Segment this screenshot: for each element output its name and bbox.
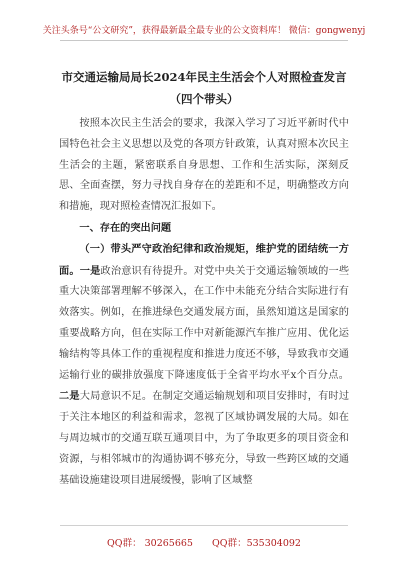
intro-paragraph: 按照本次民主生活会的要求，我深入学习了习近平新时代中国特色社会主义思想以及党的各项方针政策，认真对照本次民主生活会的主题，紧密联系自身思想、工作和生活实际，深刻反思、全面查摆，努力寻找自身存在的差距和不足，明确整改方向和措施，现对照检查情况汇报如下。 bbox=[59, 118, 349, 213]
header-note: 关注头条号“公文研究”，获得最新最全最专业的公文资料库！ 微信：gongwenyj bbox=[42, 26, 366, 36]
point-one-text: 政治意识有待提升。对党中央关于交通运输领域的一些重大决策部署理解不够深入，在工作中未能充分结合实际进行有效落实。例如，在推进绿色交通发展方面，虽然知道这是国家的重要战略方向，但在实际工作中对新能源汽车推广应用、优化运输结构等具体工作的重视程度和推进力度还不够，导致我市交通运输行业的碳排放强度下降速度低于全省平均水平x个百分点。 bbox=[59, 265, 350, 381]
document-title: 市交通运输局局长2024年民主生活会个人对照检查发言（四个带头） bbox=[61, 70, 347, 106]
sub-section-paragraph bbox=[59, 239, 349, 492]
footer-divider bbox=[60, 525, 348, 526]
footer bbox=[0, 535, 408, 549]
header-divider bbox=[60, 40, 348, 41]
footer-qq-group-1: QQ群： 30265665 bbox=[107, 538, 193, 549]
footer-qq-group-2: QQ群：535304092 bbox=[212, 538, 301, 549]
section-heading: 一、存在的突出问题 bbox=[79, 221, 172, 234]
document-body bbox=[59, 114, 349, 491]
point-two-lead: 二是 bbox=[59, 390, 80, 403]
point-two-text: 大局意识不足。在制定交通运输规划和项目安排时，有时过于关注本地区的利益和需求，忽视了区域协调发展的大局。如在与周边城市的交通互联互通项目中，为了争取更多的项目资金和资源，与相邻城市的沟通协调不够充分，导致一些跨区域的交通基础设施建设项目进展缓慢，影响了区域整 bbox=[59, 391, 350, 486]
sub-section-heading: （一）带头严守政治纪律和政治规矩，维护党的团结统一方面。 bbox=[59, 242, 349, 277]
point-one-lead: 一是 bbox=[79, 264, 101, 277]
